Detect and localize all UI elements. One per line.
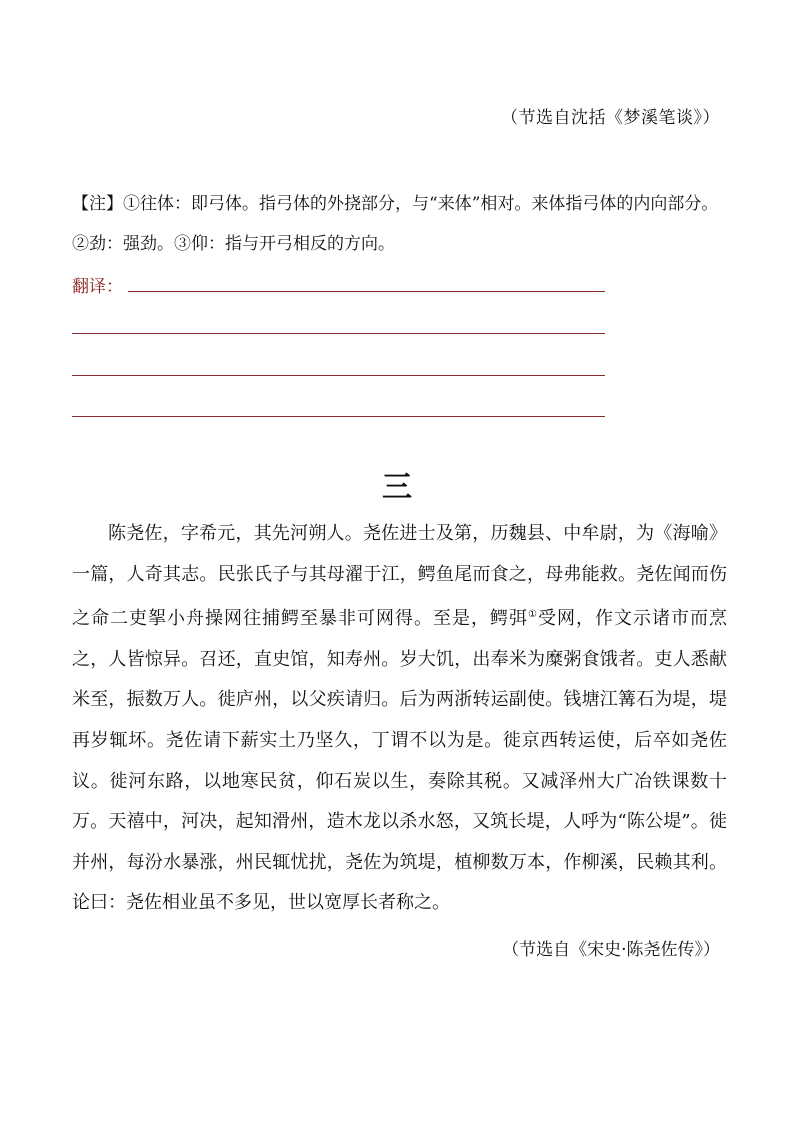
section-heading: 三 (382, 470, 412, 505)
footnote-marker: ① (528, 609, 538, 621)
translation-line-1[interactable] (128, 291, 605, 292)
translation-line-4[interactable] (72, 416, 605, 417)
translation-label: 翻译： (72, 277, 123, 297)
translation-line-2[interactable] (72, 333, 605, 334)
annotation-note: 【注】①往体：即弓体。指弓体的外挠部分，与“来体”相对。来体指弓体的内向部分。②劲：强劲。③仰：指与开弓相反的方向。 (72, 194, 719, 254)
classical-passage (72, 514, 727, 924)
source-citation-1: （节选自沈括《梦溪笔谈》） (501, 108, 720, 128)
source-citation-2: （节选自《宋史·陈尧佐传》） (502, 940, 720, 960)
passage-text-part-1: 陈尧佐，字希元，其先河朔人。尧佐进士及第，历魏县、中牟尉，为《海喻》一篇，人奇其志。民张氏子与其母濯于江，鳄鱼尾而食之，母弗能救。尧佐闻而伤之命二吏挐小舟操网往捕鳄至暴非可网得。至是，鳄弭 (72, 523, 727, 630)
passage-text-part-2: 受网，作文示诸市而烹之，人皆惊异。召还，直史馆，知寿州。岁大饥，出奉米为糜粥食饿者。吏人悉献米至，振数万人。徙庐州，以父疾请归。后为两浙转运副使。钱塘江篝石为堤，堤再岁辄坏。尧佐请下薪实土乃坚久，丁谓不以为是。徙京西转运使，后卒如尧佐议。徙河东路，以地寒民贫，仰石炭以生，奏除其税。又减泽州大广冶铁课数十万。天禧中，河决，起知滑州，造木龙以杀水怒，又筑长堤，人呼为“陈公堤”。徙并州，每汾水暴涨，州民辄忧扰，尧佐为筑堤，植柳数万本，作柳溪，民赖其利。论曰：尧佐相业虽不多见，世以宽厚长者称之。 (72, 608, 728, 914)
translation-line-3[interactable] (72, 375, 605, 376)
